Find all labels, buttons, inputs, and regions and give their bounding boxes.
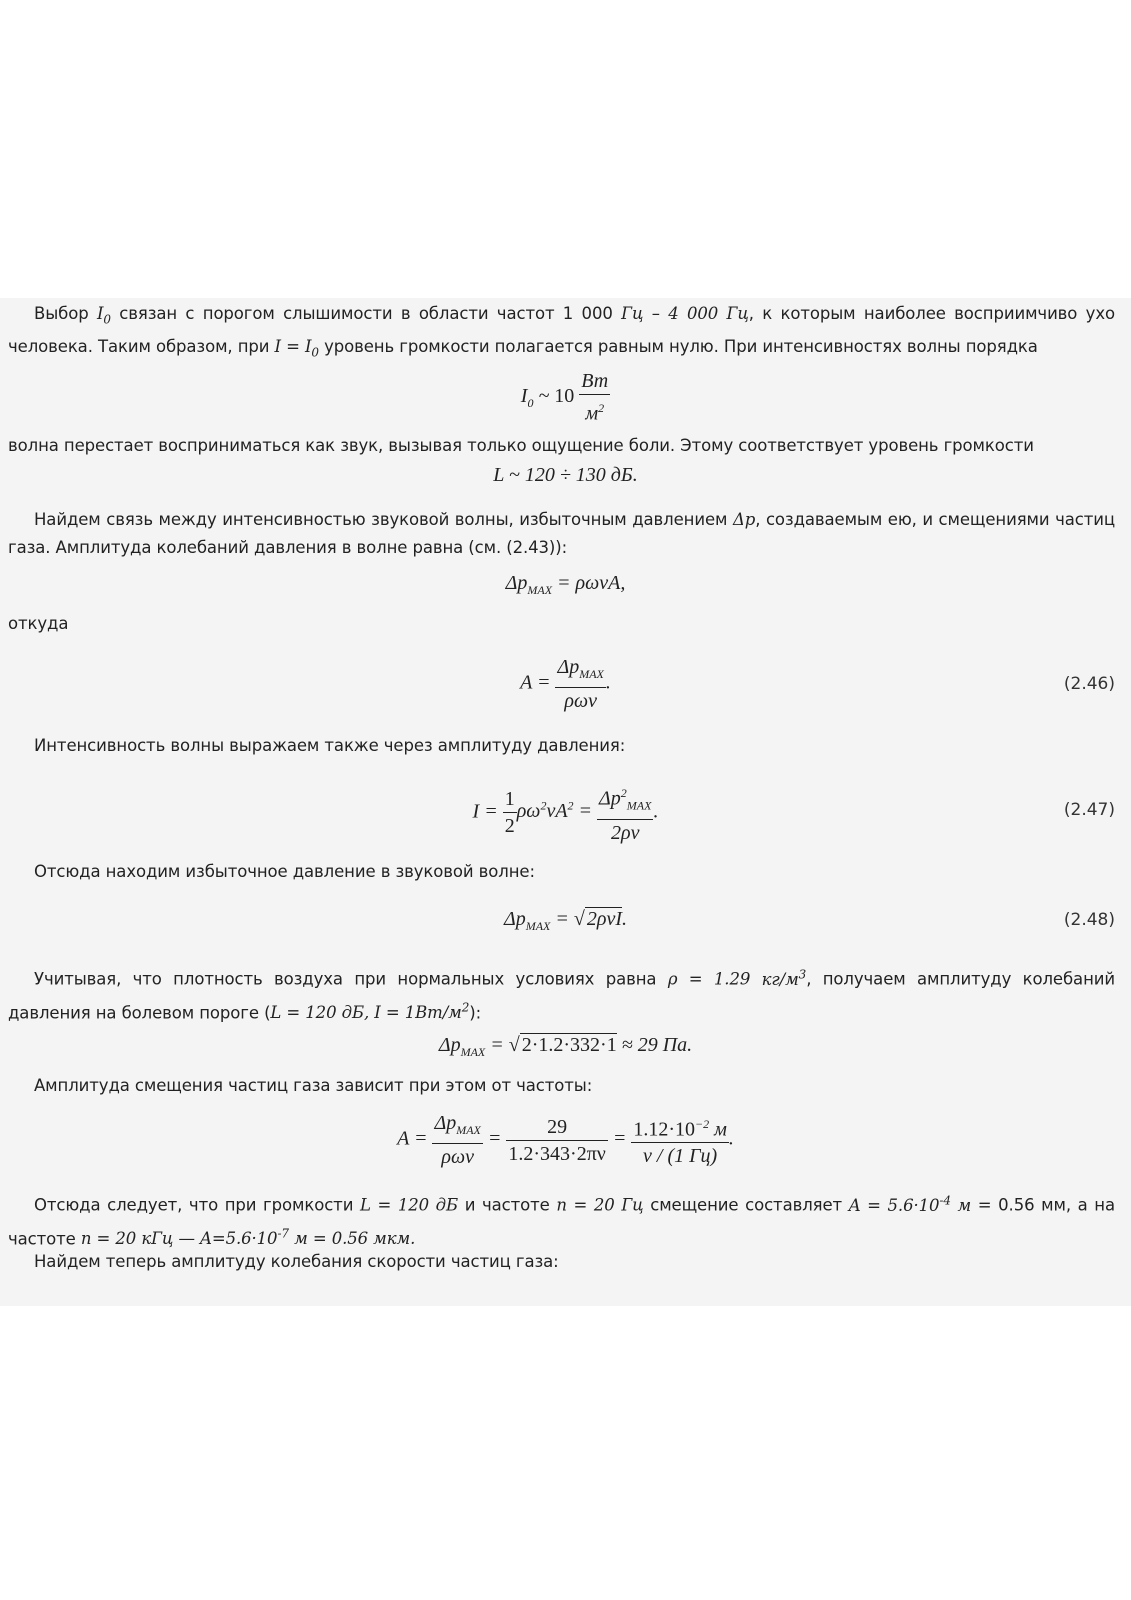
paragraph-conclusion — [8, 1186, 1115, 1253]
formula-pmax — [0, 572, 1131, 598]
var-dp: Δp — [732, 510, 756, 529]
fraction-3 — [631, 1111, 729, 1170]
lhs: A = — [520, 671, 551, 694]
condition: $I = I_0$ — [274, 337, 319, 360]
formula-displacement: A = $\frac{\Delta p_{MAX}}{\text{ρωv}}$ = $\frac{29}{1.2\cdot 343\cdot 2\pi\nu}$ = $\frac{1.12\cdot 10^{-2} м}{\nu / (1 Гц)}$ . — [397, 1112, 734, 1168]
denominator: 2ρv — [610, 821, 640, 844]
formula-amplitude — [0, 654, 1131, 714]
numerator: $\Delta p^2_{MAX}$ — [597, 780, 653, 820]
denominator: $м^2$ — [585, 401, 605, 425]
numerator: $\Delta p_{MAX}$ — [432, 1110, 482, 1144]
text: – — [643, 304, 669, 323]
numerator: Вт — [579, 368, 610, 395]
lhs: $\Delta p_{MAX}$ = — [438, 1034, 504, 1059]
rho: ρ = 1.29 — [667, 969, 751, 989]
freq: 4 000 Гц — [668, 304, 749, 323]
text: Интенсивность волны выражаем также через амплитуду давления: — [34, 736, 626, 755]
formula-threshold — [0, 368, 1131, 427]
amplitude: $A = 5.6\cdot 10^{-4}$ м — [848, 1193, 972, 1215]
numerator: 1 — [503, 786, 517, 813]
radicand: 2ρvI — [586, 908, 623, 930]
text: смещение составляет — [643, 1195, 849, 1215]
var-i0: $I_0$ — [96, 304, 111, 327]
frequency: n = 20 Гц — [556, 1195, 644, 1215]
radicand: 2·1.2·332·1 — [521, 1034, 617, 1056]
fraction — [597, 780, 653, 846]
loudness: L = 120 дБ — [359, 1195, 459, 1215]
text: , создаваемым ею, и смещениями частиц газа. Амплитуда колебаний давления в волне равна (см. (2.43)): — [8, 510, 1115, 557]
text: Найдем теперь амплитуду колебания скорости частиц газа: — [34, 1252, 559, 1271]
condition: L = 120 дБ, $I = 1Вт/м^2$ — [270, 1000, 470, 1022]
lhs: I = — [472, 800, 498, 823]
denominator: 1.2·343·2πν — [508, 1142, 606, 1165]
text: связан с порогом слышимости в области частот 1 000 — [110, 304, 622, 323]
middle: $\rho\omega^2vA^2$ = — [516, 798, 593, 823]
numerator: $\Delta p_{MAX}$ — [555, 654, 605, 688]
unit: Гц — [621, 304, 644, 323]
unit: $кг/м^3$ — [761, 967, 807, 989]
paragraph-intensity — [8, 732, 1115, 760]
lhs: $I_0$ ~ 10 — [520, 384, 575, 410]
text: , получаем амплитуду колебаний давления на болевом пороге ( — [8, 969, 1115, 1022]
end: . — [653, 800, 659, 823]
text: волна перестает восприниматься как звук, вызывая только ощущение боли. Этому соответствует уровень громкости — [8, 436, 1034, 455]
rhs: ≈ 29 Па. — [621, 1034, 693, 1056]
text: Учитывая, что плотность воздуха при нормальных условиях равна — [34, 969, 668, 989]
numerator: $1.12\cdot 10^{-2}$ м — [631, 1111, 729, 1144]
denominator: ρωv — [441, 1146, 474, 1168]
end: . — [728, 1127, 734, 1150]
denominator: ρωv — [564, 690, 597, 712]
text: Отсюда следует, что при громкости — [34, 1195, 360, 1215]
paragraph-excess — [8, 858, 1115, 886]
paragraph-displacement — [8, 1072, 1115, 1100]
denominator: 2 — [504, 815, 515, 838]
paragraph-pain — [8, 432, 1115, 460]
fraction-2 — [506, 1114, 607, 1167]
fraction — [579, 368, 610, 427]
text: и частоте — [458, 1195, 557, 1215]
text: Отсюда находим избыточное давление в звуковой волне: — [34, 862, 535, 881]
half — [503, 786, 517, 839]
expression: L ~ 120 ÷ 130 дБ. — [493, 464, 638, 486]
text: Выбор — [34, 304, 97, 323]
formula-intensity — [0, 780, 1131, 846]
text: ): — [469, 1003, 482, 1022]
page-content — [0, 298, 1131, 1306]
denominator: ν / (1 Гц) — [643, 1145, 718, 1168]
end: . — [622, 908, 628, 930]
text: уровень громкости полагается равным нулю. При интенсивностях волны порядка — [318, 337, 1038, 357]
formula-pain-pressure: $\Delta p_{MAX}$ = √ 2·1.2·332·1 ≈ 29 Па. — [438, 1034, 693, 1059]
paragraph-density — [8, 960, 1115, 1027]
amplitude-2: n = 20 кГц — $A=5.6\cdot 10^{-7}$ м = 0.56 мкм. — [80, 1226, 416, 1248]
numerator: 29 — [506, 1114, 607, 1141]
equation-number: (2.48) — [1063, 910, 1115, 930]
fraction-1 — [432, 1110, 482, 1170]
paragraph-intro — [8, 300, 1115, 367]
text: откуда — [8, 614, 69, 633]
paragraph-whence — [8, 610, 1115, 638]
text: Амплитуда смещения частиц газа зависит при этом от частоты: — [34, 1076, 593, 1095]
equation-number: (2.47) — [1063, 800, 1115, 820]
lhs: A = — [397, 1127, 428, 1150]
text: = 0.56 мм, а на частоте — [8, 1195, 1115, 1248]
text: Найдем связь между интенсивностью звуковой волны, избыточным давлением — [34, 510, 733, 529]
paragraph-relation — [8, 506, 1115, 562]
fraction — [555, 654, 605, 714]
text: , к которым наиболее восприимчиво ухо человека. Таким образом, при — [8, 304, 1115, 357]
formula-level — [0, 464, 1131, 487]
equation-number: (2.46) — [1063, 674, 1115, 694]
lhs: $\Delta p_{MAX}$ = — [503, 908, 569, 933]
formula-excess: $\Delta p_{MAX}$ = √ 2ρvI. — [503, 908, 628, 933]
end: . — [605, 671, 611, 694]
expression: $\Delta p_{MAX} = \rho\omega vA$, — [505, 572, 626, 597]
paragraph-velocity — [8, 1248, 1115, 1276]
